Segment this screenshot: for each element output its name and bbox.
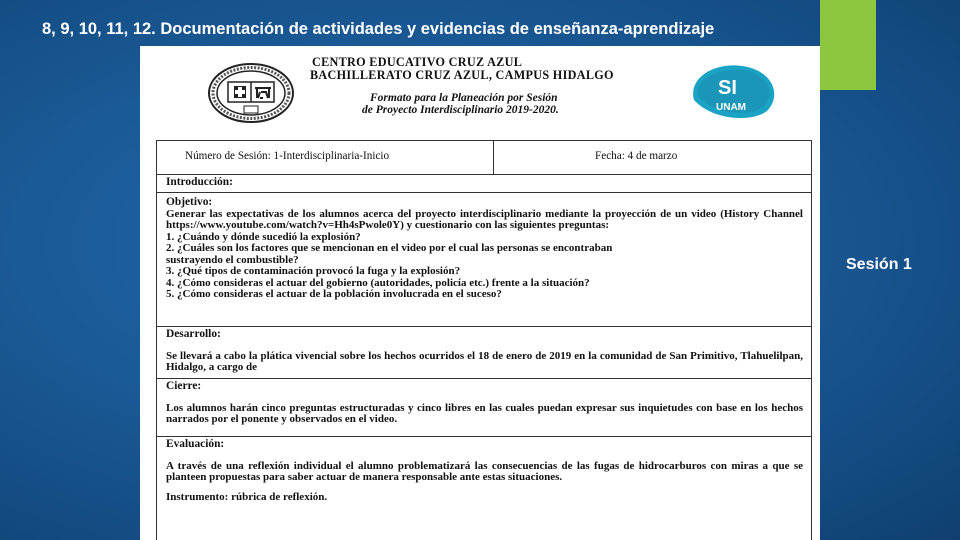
introduccion-section xyxy=(157,174,811,193)
si-logo-text: SI xyxy=(718,77,737,99)
si-unam-logo-graphic xyxy=(684,60,786,122)
header-school-name: CENTRO EDUCATIVO CRUZ AZUL xyxy=(312,55,523,69)
question-item: 4. ¿Cómo consideras el actuar del gobierno (autoridades, policía etc.) frente a la situación? xyxy=(166,276,590,289)
unam-logo-text: UNAM xyxy=(716,102,746,113)
header-format-title: Formato para la Planeación por Sesión xyxy=(370,92,558,104)
evaluacion-section xyxy=(157,436,811,540)
introduccion-title: Introducción: xyxy=(166,176,233,188)
session-side-label: Sesión 1 xyxy=(846,256,912,273)
objetivo-questions xyxy=(157,232,811,301)
session-number: Número de Sesión: 1-Interdisciplinaria-Inicio xyxy=(185,150,390,162)
question-item: 1. ¿Cuándo y dónde sucedió la explosión? xyxy=(166,230,361,243)
desarrollo-text: Se llevará a cabo la plática vivencial sobre los hechos ocurridos el 18 de enero de 2019 en la comunidad de San Primitivo, Tlahuelilpan, Hidalgo, a cargo de xyxy=(166,349,803,373)
accent-bar xyxy=(820,0,876,90)
cierre-section xyxy=(157,378,811,437)
document-header xyxy=(310,56,690,116)
question-item: 5. ¿Cómo consideras el actuar de la población involucrada en el suceso? xyxy=(166,288,502,300)
slide-title: 8, 9, 10, 11, 12. Documentación de actividades y evidencias de enseñanza-aprendizaje xyxy=(42,20,715,38)
cierre-title: Cierre: xyxy=(166,380,202,392)
desarrollo-title: Desarrollo: xyxy=(166,328,221,340)
objetivo-section xyxy=(157,192,811,327)
session-number-cell xyxy=(157,141,494,175)
desarrollo-section xyxy=(157,326,811,379)
si-unam-logo xyxy=(684,60,786,122)
objetivo-text: Generar las expectativas de los alumnos acerca del proyecto interdisciplinario mediante la proyección de un video (History Channel https://www.youtube.com/watch?v=Hh4sPwole0Y) y cuestionario con las siguientes preguntas: xyxy=(166,207,803,231)
question-item: 3. ¿Qué tipos de contaminación provocó la fuga y la explosión? xyxy=(166,265,461,277)
school-crest-logo xyxy=(206,62,296,124)
session-date: Fecha: 4 de marzo xyxy=(595,150,678,162)
planning-document xyxy=(140,46,820,540)
header-campus-name: BACHILLERATO CRUZ AZUL, CAMPUS HIDALGO xyxy=(310,68,614,82)
objetivo-title: Objetivo: xyxy=(166,196,213,208)
evaluacion-title: Evaluación: xyxy=(166,438,225,450)
question-item: 2. ¿Cuáles son los factores que se mencionan en el video por el cual las personas se encontraban xyxy=(166,242,613,254)
question-item: sustrayendo el combustible? xyxy=(166,253,299,266)
cierre-text: Los alumnos harán cinco preguntas estructuradas y cinco libres en las cuales puedan expresar sus inquietudes con base en los hechos narrados por el ponente y observados en el video. xyxy=(166,401,803,425)
evaluacion-instrument: Instrumento: rúbrica de reflexión. xyxy=(166,490,328,503)
header-format-year: de Proyecto Interdisciplinario 2019-2020. xyxy=(362,104,559,116)
evaluacion-text: A través de una reflexión individual el alumno problematizará las consecuencias de las fugas de hidrocarburos con miras a que se planteen propuestas para saber actuar de manera responsable ante estas situaciones. xyxy=(166,459,803,483)
session-info-row xyxy=(157,140,811,175)
planning-table xyxy=(156,140,812,540)
